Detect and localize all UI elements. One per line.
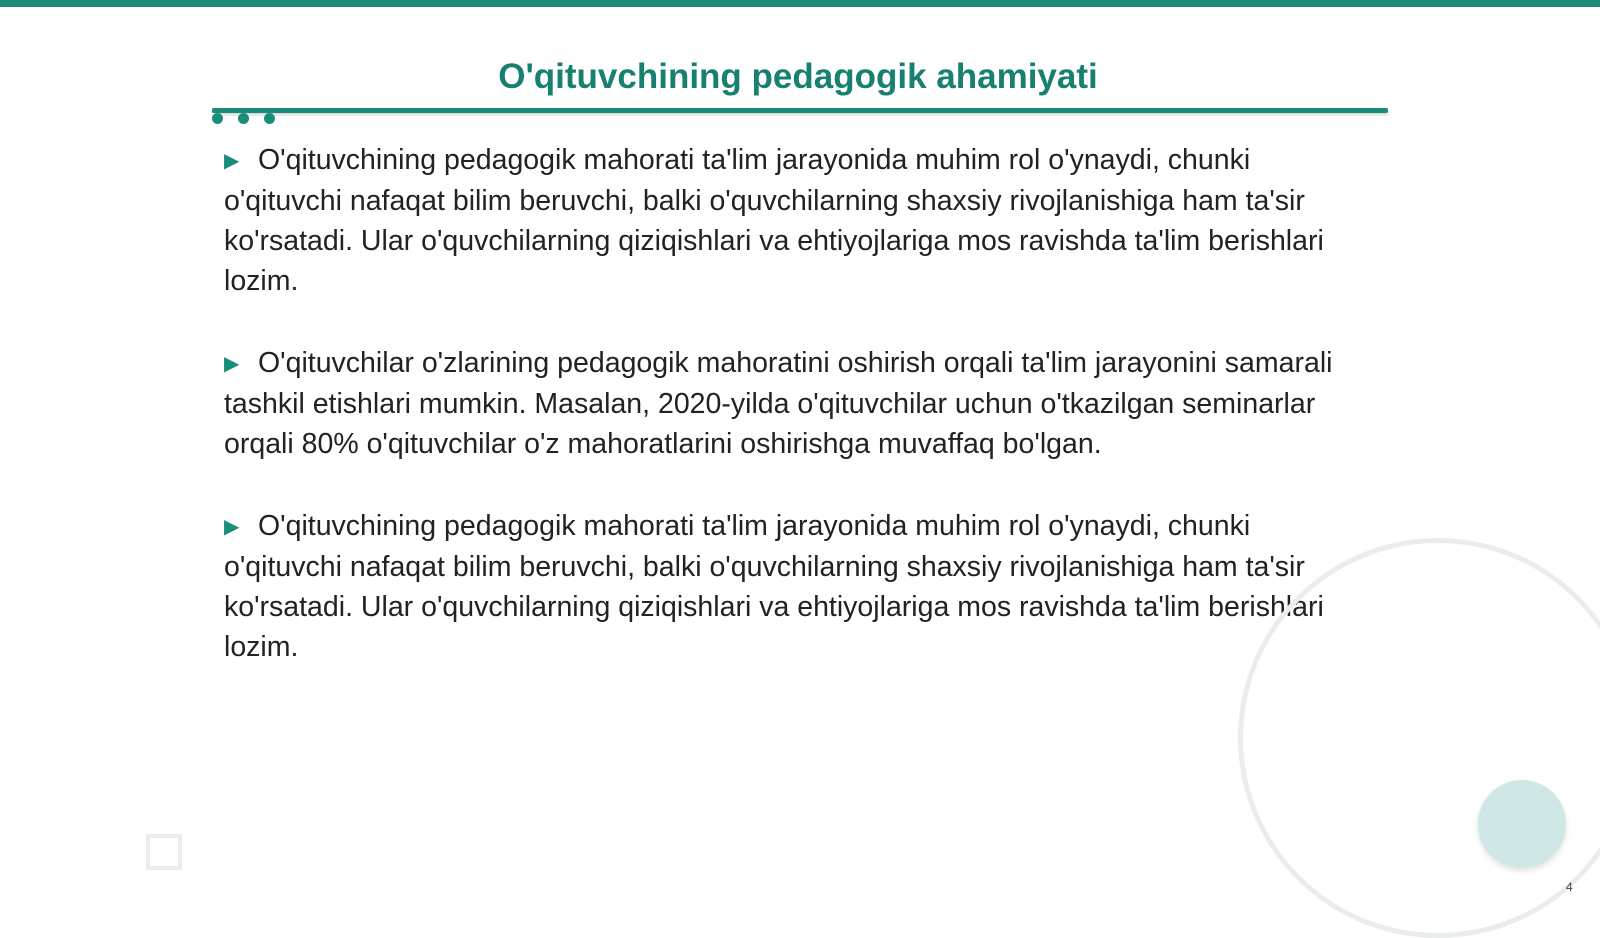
decor-dot [264, 113, 275, 124]
triangle-bullet-icon: ▶ [224, 516, 240, 538]
decorative-circle [1478, 780, 1566, 868]
decorative-square [146, 834, 182, 870]
title-underline [212, 108, 1388, 113]
slide-title: O'qituvchining pedagogik ahamiyati [498, 57, 1098, 96]
paragraph-text: O'qituvchilar o'zlarining pedagogik mahoratini oshirish orqali ta'lim jarayonini samarali tashkil etishlari mumkin. Masalan, 2020-yilda o'qituvchilar uchun o'tkazilgan seminarlar orqali 80% o'qituvchilar o'z mahoratlarini oshirishga muvaffaq bo'lgan. [224, 347, 1333, 460]
bullet-paragraph [224, 140, 1374, 301]
paragraph-text: O'qituvchining pedagogik mahorati ta'lim jarayonida muhim rol o'ynaydi, chunki o'qituvchi nafaqat bilim beruvchi, balki o'quvchilarning shaxsiy rivojlanishiga ham ta'sir ko'rsatadi. Ular o'quvchilarning qiziqishlari va ehtiyojlariga mos ravishda ta'lim berishlari lozim. [224, 144, 1324, 297]
bullet-paragraph [224, 343, 1374, 464]
top-accent-bar [0, 0, 1600, 7]
title-dots-decoration [212, 113, 275, 125]
triangle-bullet-icon: ▶ [224, 353, 240, 375]
decor-dot [238, 113, 249, 124]
page-number: 4 [1566, 880, 1573, 894]
decor-dot [212, 113, 223, 124]
bullet-paragraph [224, 506, 1374, 667]
slide-content [224, 140, 1374, 709]
paragraph-text: O'qituvchining pedagogik mahorati ta'lim jarayonida muhim rol o'ynaydi, chunki o'qituvchi nafaqat bilim beruvchi, balki o'quvchilarning shaxsiy rivojlanishiga ham ta'sir ko'rsatadi. Ular o'quvchilarning qiziqishlari va ehtiyojlariga mos ravishda ta'lim berishlari lozim. [224, 510, 1324, 663]
triangle-bullet-icon: ▶ [224, 150, 240, 172]
